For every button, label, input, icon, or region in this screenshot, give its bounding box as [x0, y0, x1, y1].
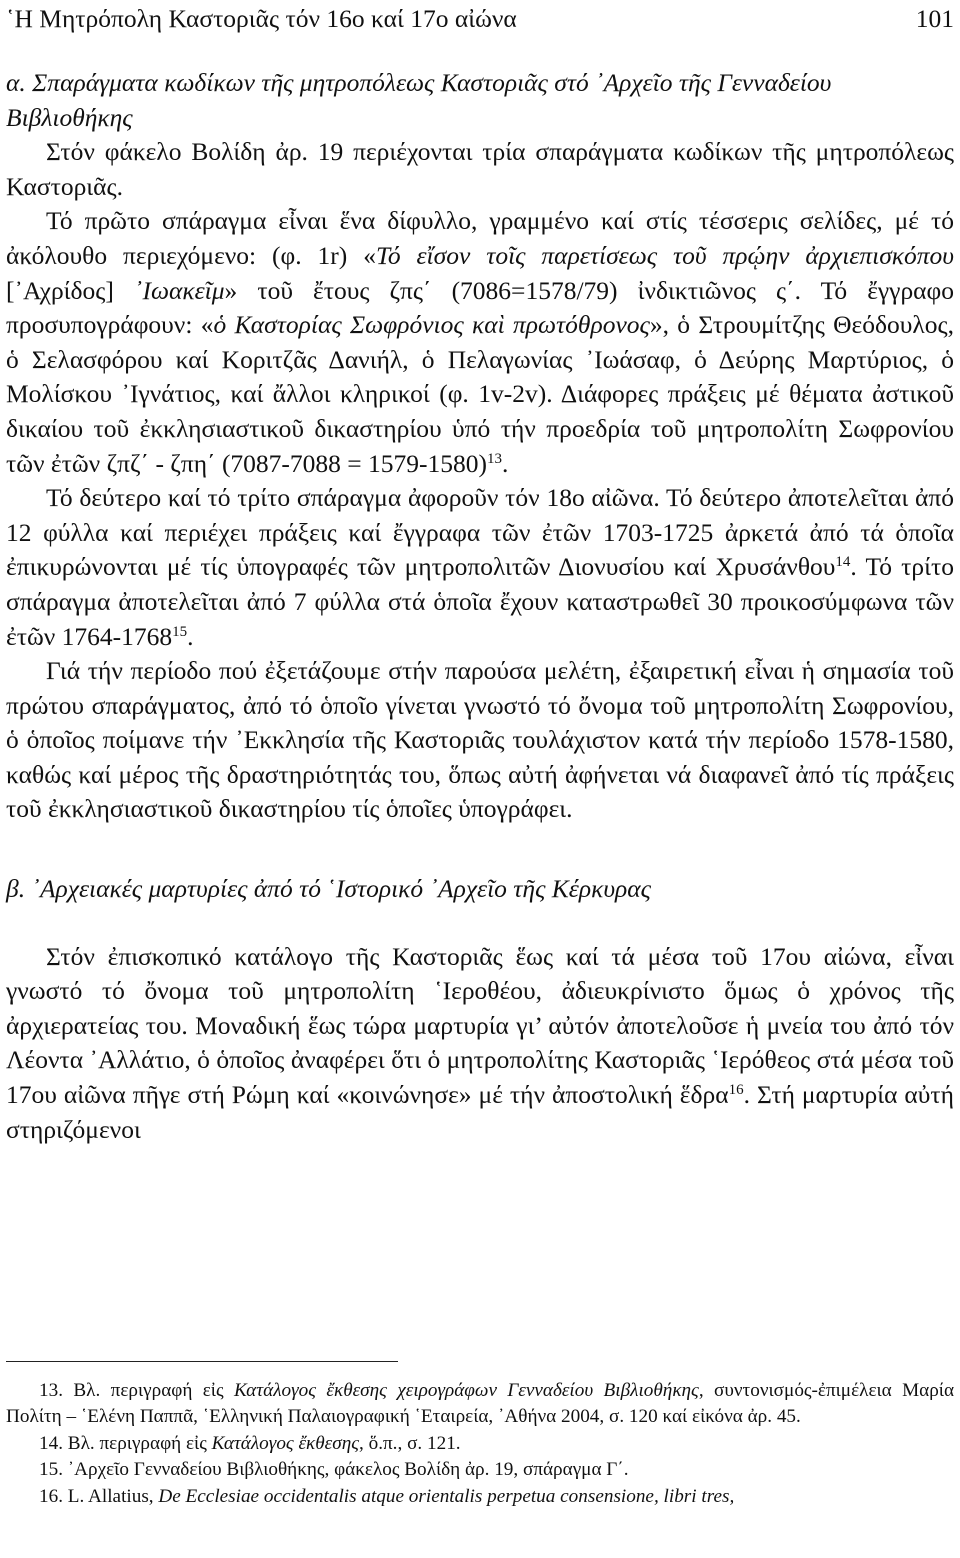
- footnote: 14. Βλ. περιγραφή εἰς Κατάλογος ἔκθεσης, ὅ.π., σ. 121.: [39, 1432, 461, 1454]
- footnotes: [6, 1378, 954, 1510]
- paragraph: Στόν ἐπισκοπικό κατάλογο τῆς Καστοριᾶς ἕως καί τά μέσα τοῦ 17ου αἰώνα, εἶναι γνωστό τό ὄνομα τοῦ μητροπολίτη ῾Ιεροθέου, ἀδιευκρίνιστο ὅμως ὁ χρόνος τῆς ἀρχιερατείας του. Μοναδική ἕως τώρα μαρτυρία γι’ αὐτόν ἀποτελοῦσε ἡ μνεία του ἀπό τόν Λέοντα ᾿Αλλάτιο, ὁ ὁποῖος ἀναφέρει ὅτι ὁ μητροπολίτης Καστοριᾶς ῾Ιερόθεος στά μέσα τοῦ 17ου αἰῶνα πῆγε στή Ρώμη καί «κοινώνησε» μέ τήν ἀποστολική ἕδρα$^{16}$. Στή μαρτυρία αὐτή στηριζόμενοι: [6, 941, 955, 1144]
- paragraph: Γιά τήν περίοδο πού ἐξετάζουμε στήν παρούσα μελέτη, ἐξαιρετική εἶναι ἡ σημασία τοῦ πρώτου σπαράγματος, ἀπό τό ὁποῖο γίνεται γνωστό τό ὄνομα τοῦ μητροπολίτη Σωφρονίου, ὁ ὁποῖος ποίμανε τήν ᾿Εκκλησία τῆς Καστοριᾶς τουλάχιστον κατά τήν περίοδο 1578-1580, καθώς καί μέρος τῆς δραστηριότητάς του, ὅπως αὐτή ἀφήνεται νά διαφανεῖ ἀπό τίς πράξεις τοῦ ἐκκλησιαστικοῦ δικαστηρίου τίς ὁποῖες ὑπογράφει.: [6, 656, 954, 824]
- paragraph: Τό δεύτερο καί τό τρίτο σπάραγμα ἀφοροῦν τόν 18ο αἰῶνα. Τό δεύτερο ἀποτελεῖται ἀπό 12 φύλλα καί περιέχει πράξεις καί ἔγγραφα τῶν ἐτῶν 1703-1725 ἀρκετά ἀπό τά ὁποῖα ἐπικυρώνονται μέ τίς ὑπογραφές τῶν μητροπολιτῶν Διονυσίου καί Χρυσάνθου$^{14}$. Τό τρίτο σπάραγμα ἀποτελεῖται ἀπό 7 φύλλα στά ὁποῖα ἔχουν καταστρωθεῖ 30 προικοσύμφωνα τῶν ἐτῶν 1764-1768$^{15}$.: [6, 483, 954, 651]
- footnote: 15. ᾿Αρχεῖο Γενναδείου Βιβλιοθήκης, φάκελος Βολίδη ἀρ. 19, σπάραγμα Γ΄.: [39, 1459, 629, 1481]
- paragraph: Στόν φάκελο Βολίδη ἀρ. 19 περιέχονται τρία σπαράγματα κωδίκων τῆς μητροπόλεως Καστοριᾶς.: [6, 137, 954, 201]
- footnote: 16. L. Allatius, De Ecclesiae occidentalis atque orientalis perpetua consensione, libri tres,: [39, 1485, 735, 1507]
- footnote-ref-14[interactable]: 14: [835, 554, 851, 571]
- footnote-ref-16[interactable]: 16: [728, 1082, 744, 1099]
- footnote-separator: [6, 1361, 398, 1362]
- section-b-heading: β. ᾿Αρχειακές μαρτυρίες ἀπό τό ῾Ιστορικό ᾿Αρχεῖο τῆς Κέρκυρας: [6, 874, 652, 904]
- footnote-ref-15[interactable]: 15: [172, 623, 188, 640]
- page-number: 101: [915, 4, 954, 33]
- footnote: 13. Βλ. περιγραφή εἰς Κατάλογος ἔκθεσης χειρογράφων Γενναδείου Βιβλιοθήκης, συντονισμός-ἐπιμέλεια Μαρία Πολίτη – ῾Ελένη Παππᾶ, ῾Ελληνική Παλαιογραφική ῾Εταιρεία, ᾿Αθήνα 2004, σ. 120 καί εἰκόνα ἀρ. 45.: [6, 1380, 955, 1428]
- footnote-ref-13[interactable]: 13: [487, 450, 503, 467]
- running-head-title: ῾Η Μητρόπολη Καστοριᾶς τόν 16ο καί 17ο αἰώνα: [6, 4, 517, 33]
- main-text: [6, 66, 954, 1147]
- running-head: [6, 2, 954, 36]
- document-page: [6, 0, 954, 1558]
- section-a-heading: α. Σπαράγματα κωδίκων τῆς μητροπόλεως Καστοριᾶς στό ᾿Αρχεῖο τῆς Γενναδείου Βιβλιοθήκης: [6, 68, 832, 132]
- paragraph: Τό πρῶτο σπάραγμα εἶναι ἕνα δίφυλλο, γραμμένο καί στίς τέσσερις σελίδες, μέ τό ἀκόλουθο περιεχόμενο: (φ. 1r) «Τό εἴσον τοῖς παρετίσεως τοῦ πρῴην ἀρχιεπισκόπου [᾿Αχρίδος] ᾿Ιωακεῖμ» τοῦ ἔτους ζπς΄ (7086=1578/79) ἰνδικτιῶνος ς΄. Τό ἔγγραφο προσυπογράφουν: «ὁ Καστορίας Σωφρόνιος καὶ πρωτόθρονος», ὁ Στρουμίτζης Θεόδουλος, ὁ Σελασφόρου καί Κοριτζᾶς Δανιήλ, ὁ Πελαγωνίας ᾿Ιωάσαφ, ὁ Δεύρης Μαρτύριος, ὁ Μολίσκου ᾿Ιγνάτιος, καί ἄλλοι κληρικοί (φ. 1v-2v). Διάφορες πράξεις μέ θέματα ἀστικοῦ δικαίου τοῦ ἐκκλησιαστικοῦ δικαστηρίου ὑπό τήν προεδρία τοῦ μητροπολίτη Σωφρονίου τῶν ἐτῶν ζπζ΄ - ζπη΄ (7087-7088 = 1579-1580)$^{13}$.: [6, 206, 955, 478]
